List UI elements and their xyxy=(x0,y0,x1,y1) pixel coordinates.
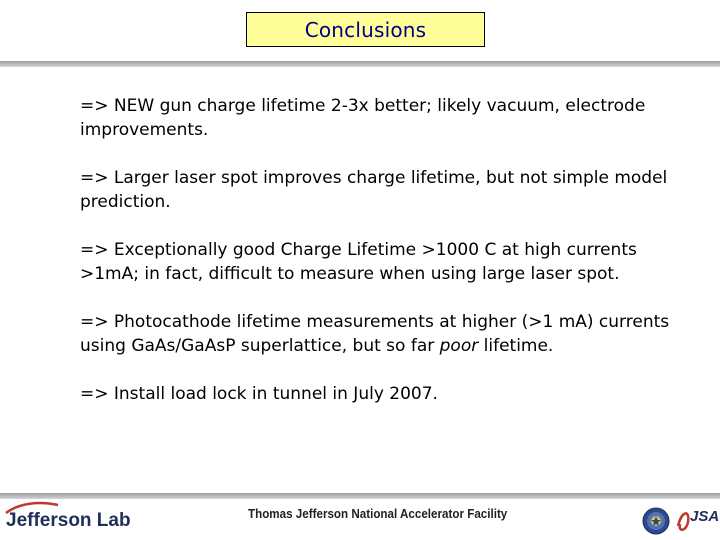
bullet-item xyxy=(80,310,680,358)
bullet-item: => Larger laser spot improves charge lifetime, but not simple model prediction. xyxy=(80,168,668,212)
top-divider xyxy=(0,61,720,67)
bullet-item: => NEW gun charge lifetime 2-3x better; likely vacuum, electrode improvements. xyxy=(80,96,646,140)
slide-title: Conclusions xyxy=(304,17,427,42)
bullet-emphasis: poor xyxy=(439,336,479,356)
doe-seal-icon xyxy=(642,507,670,535)
bullet-text: => Photocathode lifetime measurements at higher (>1 mA) currents using GaAs/GaAsP superlattice, but so far xyxy=(80,312,670,356)
bottom-divider xyxy=(0,493,720,499)
bullet-item: => Install load lock in tunnel in July 2007. xyxy=(80,384,438,404)
facility-name: Thomas Jefferson National Accelerator Facility xyxy=(248,507,508,521)
title-box xyxy=(246,12,485,47)
bullet-text: lifetime. xyxy=(478,336,554,356)
jefferson-lab-logo: Jefferson Lab xyxy=(6,510,131,531)
bullet-list xyxy=(80,94,680,430)
jsa-logo-text: JSA xyxy=(690,508,720,525)
bullet-item: => Exceptionally good Charge Lifetime >1000 C at high currents >1mA; in fact, difficult to measure when using large laser spot. xyxy=(80,240,637,284)
